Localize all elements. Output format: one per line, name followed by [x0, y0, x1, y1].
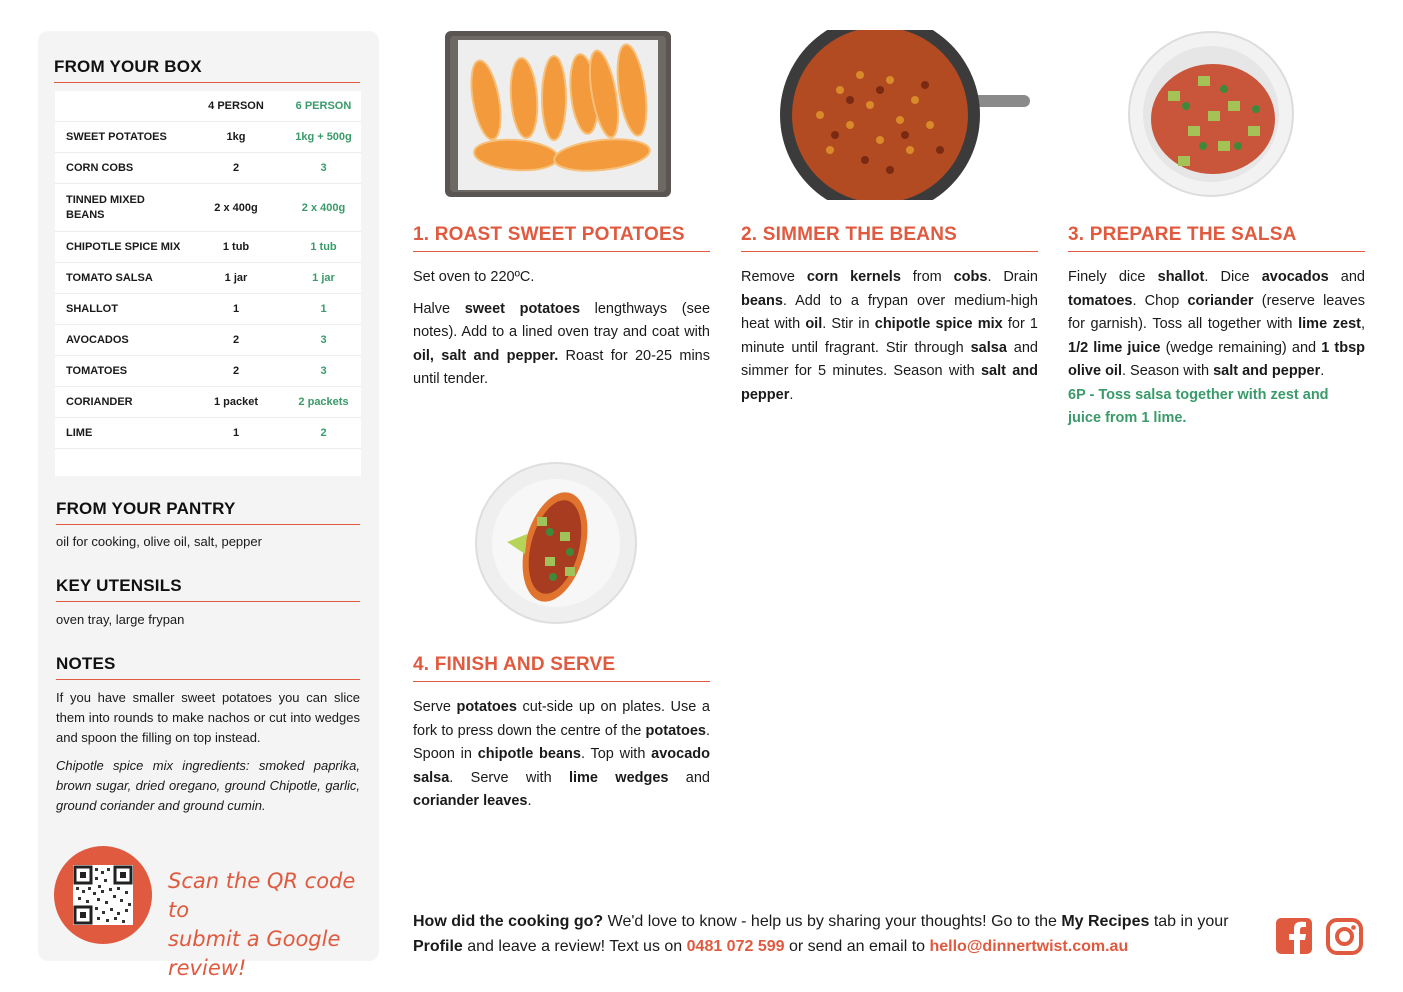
ingredient-name: SHALLOT: [55, 294, 186, 325]
qty-6-person: 2: [286, 418, 361, 449]
qty-6-person: 1kg + 500g: [286, 122, 361, 153]
qty-4-person: 2 x 400g: [186, 184, 286, 232]
step-4-body: [413, 696, 710, 822]
qty-6-person: 1: [286, 294, 361, 325]
table-header-4-person: 4 PERSON: [186, 91, 286, 122]
review-footer: How did the cooking go? We'd love to know - help us by sharing your thoughts! Go to the My Recipes tab in your Profile and leave a review! Text us on 0481 072 599 or send an email to hello@dinnertwist.com.au: [413, 913, 1229, 955]
qty-4-person: 1 tub: [186, 232, 286, 263]
pantry-text: oil for cooking, olive oil, salt, pepper: [56, 534, 262, 549]
table-row: [55, 294, 361, 325]
table-row: [55, 325, 361, 356]
instagram-icon[interactable]: [1326, 918, 1363, 960]
qty-6-person: 3: [286, 153, 361, 184]
ingredient-name: CORIANDER: [55, 387, 186, 418]
my-recipes-label: My Recipes: [1061, 913, 1150, 930]
table-header-6-person: 6 PERSON: [286, 91, 361, 122]
qty-6-person: 1 jar: [286, 263, 361, 294]
qty-4-person: 1 packet: [186, 387, 286, 418]
step-2-paragraph: Remove corn kernels from cobs. Drain beans. Add to a frypan over medium-high heat with oil. Stir in chipotle spice mix for 1 minute until fragrant. Stir through salsa and simmer for 5 minutes. Season with salt and pepper.: [741, 269, 1038, 403]
ingredient-name: SWEET POTATOES: [55, 122, 186, 153]
from-your-pantry-title: FROM YOUR PANTRY: [56, 499, 360, 525]
step-1-paragraph-1: Set oven to 220ºC.: [413, 269, 535, 285]
ingredient-name: TINNED MIXED BEANS: [55, 184, 186, 232]
qr-review-line-2: submit a Google review!: [168, 927, 341, 980]
step-4-paragraph: Serve potatoes cut-side up on plates. Use a fork to press down the centre of the potatoes. Spoon in chipotle beans. Top with avocado salsa. Serve with lime wedges and coriander leaves.: [413, 699, 710, 809]
ingredients-table: [55, 91, 361, 476]
table-header-blank: [55, 91, 186, 122]
qty-6-person: 3: [286, 356, 361, 387]
qty-4-person: 1: [186, 418, 286, 449]
table-row: [55, 122, 361, 153]
qr-review-prompt: [168, 867, 368, 983]
step-1-paragraph-2: Halve sweet potatoes lengthways (see notes). Add to a lined oven tray and coat with oil, salt and pepper. Roast for 20-25 mins until tender.: [413, 300, 711, 387]
step-3-paragraph: Finely dice shallot. Dice avocados and tomatoes. Chop coriander (reserve leaves for garnish). Toss all together with lime zest, 1/2 lime juice (wedge remaining) and 1 tbsp olive oil. Season with salt and pepper.: [1068, 269, 1365, 379]
step-2-body: [741, 266, 1038, 415]
qty-4-person: 2: [186, 356, 286, 387]
qty-4-person: 1 jar: [186, 263, 286, 294]
footer-question: How did the cooking go?: [413, 913, 604, 930]
email-link[interactable]: hello@dinnertwist.com.au: [929, 938, 1129, 955]
qty-4-person: 2: [186, 325, 286, 356]
qty-4-person: 1: [186, 294, 286, 325]
from-your-box-title: FROM YOUR BOX: [54, 57, 360, 83]
qty-6-person: 1 tub: [286, 232, 361, 263]
sweet-potatoes-tray-image: [444, 30, 672, 203]
ingredient-name: TOMATO SALSA: [55, 263, 186, 294]
step-2-title: 2. SIMMER THE BEANS: [741, 224, 1038, 252]
qty-4-person: 2: [186, 153, 286, 184]
phone-link[interactable]: 0481 072 599: [686, 938, 785, 955]
qr-code-icon[interactable]: [73, 865, 133, 925]
table-header-row: [55, 91, 361, 122]
step-1-body: [413, 266, 710, 400]
step-3-6p-note: 6P - Toss salsa together with zest and juice from 1 lime.: [1068, 386, 1329, 426]
spice-mix-ingredients-note: Chipotle spice mix ingredients: smoked paprika, brown sugar, dried oregano, ground Chipotle, garlic, ground coriander and ground cumin.: [56, 758, 360, 813]
beans-frypan-image: [780, 30, 1030, 205]
table-row: [55, 387, 361, 418]
table-row: [55, 263, 361, 294]
finished-dish-plate-image: [475, 462, 637, 629]
ingredient-name: AVOCADOS: [55, 325, 186, 356]
table-spacer: [55, 449, 361, 477]
salsa-bowl-image: [1128, 31, 1294, 202]
qr-code-badge[interactable]: [54, 846, 152, 944]
ingredient-name: LIME: [55, 418, 186, 449]
qty-6-person: 2 x 400g: [286, 184, 361, 232]
profile-label: Profile: [413, 938, 463, 955]
ingredient-name: CHIPOTLE SPICE MIX: [55, 232, 186, 263]
ingredients-sidebar: [38, 31, 379, 980]
step-1-title: 1. ROAST SWEET POTATOES: [413, 224, 710, 252]
step-3-title: 3. PREPARE THE SALSA: [1068, 224, 1365, 252]
table-row: [55, 232, 361, 263]
notes-text: If you have smaller sweet potatoes you can slice them into rounds to make nachos or cut into wedges and spoon the filling on top instead.: [56, 690, 360, 745]
ingredient-name: TOMATOES: [55, 356, 186, 387]
table-row: [55, 184, 361, 232]
qr-review-line-1: Scan the QR code to: [168, 869, 356, 922]
table-row: [55, 153, 361, 184]
key-utensils-title: KEY UTENSILS: [56, 576, 360, 602]
step-4-title: 4. FINISH AND SERVE: [413, 654, 710, 682]
ingredient-name: CORN COBS: [55, 153, 186, 184]
table-row: [55, 356, 361, 387]
utensils-text: oven tray, large frypan: [56, 612, 185, 627]
step-3-body: [1068, 266, 1365, 439]
qty-6-person: 2 packets: [286, 387, 361, 418]
qty-6-person: 3: [286, 325, 361, 356]
facebook-icon[interactable]: [1276, 918, 1312, 959]
qty-4-person: 1kg: [186, 122, 286, 153]
notes-title: NOTES: [56, 654, 360, 680]
table-row: [55, 418, 361, 449]
